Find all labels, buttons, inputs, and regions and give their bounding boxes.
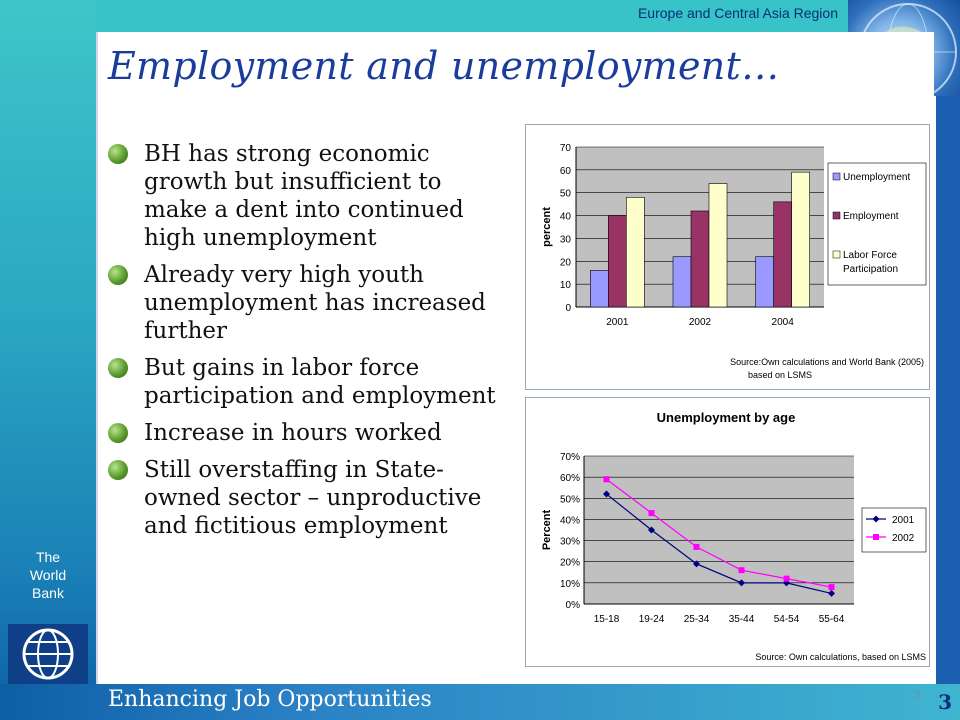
region-label: Europe and Central Asia Region: [637, 5, 838, 21]
x-tick-label: 54-54: [773, 614, 800, 625]
y-tick-label: 60: [559, 165, 571, 177]
y-axis-label: percent: [541, 207, 553, 247]
bar: [709, 184, 727, 307]
bar-chart-box: [525, 124, 930, 390]
bar: [792, 172, 810, 307]
world-bank-globe-icon: [8, 624, 88, 684]
y-tick-label: 50: [559, 188, 571, 200]
org-line-1: The: [35, 549, 61, 565]
legend-label: 2001: [892, 515, 915, 526]
bar: [608, 216, 626, 307]
page-number: 3: [938, 690, 952, 714]
y-tick-label: 30: [559, 234, 571, 246]
bar: [673, 257, 691, 307]
y-tick-label: 30%: [559, 536, 580, 548]
right-decor-strip: [936, 96, 960, 686]
y-tick-label: 0%: [565, 600, 580, 611]
bullet-text: Still overstaffing in State-owned sector – unproductive and fictitious employment: [144, 457, 482, 539]
chart-title: Unemployment by age: [656, 410, 796, 425]
legend-label: Unemployment: [843, 172, 911, 183]
bar: [626, 197, 644, 307]
legend-marker: [873, 534, 879, 540]
bullet-item: [108, 354, 508, 410]
x-tick-label: 15-18: [593, 614, 620, 625]
line-chart-box: [525, 397, 930, 667]
bullet-text: BH has strong economic growth but insufficient to make a dent into continued high unemployment: [144, 141, 464, 251]
bullet-text: Already very high youth unemployment has increased further: [144, 262, 486, 344]
org-line-3: Bank: [32, 585, 64, 601]
y-tick-label: 50%: [559, 494, 580, 506]
y-tick-label: 60%: [559, 473, 580, 485]
y-tick-label: 70%: [559, 452, 580, 463]
x-tick-label: 2002: [688, 317, 712, 328]
y-tick-label: 40: [559, 211, 571, 223]
source-note: Source:Own calculations and World Bank (2005): [730, 357, 924, 367]
data-point: [829, 584, 835, 590]
y-tick-label: 10: [559, 280, 571, 292]
bullet-icon: [108, 460, 128, 480]
legend-swatch: [833, 173, 840, 180]
bar: [756, 257, 774, 307]
y-tick-label: 40%: [559, 515, 580, 527]
org-line-2: World: [29, 567, 67, 583]
footer-title: Enhancing Job Opportunities: [108, 687, 432, 712]
bar-chart: [526, 125, 931, 391]
bullet-icon: [108, 144, 128, 164]
y-tick-label: 10%: [559, 578, 580, 590]
legend-label: Labor Force: [843, 250, 897, 261]
bullet-list: [108, 140, 508, 549]
source-note: Source: Own calculations, based on LSMS: [755, 652, 926, 662]
bullet-icon: [108, 265, 128, 285]
bar: [590, 270, 608, 307]
bullet-icon: [108, 423, 128, 443]
plot-area: [584, 456, 854, 604]
bullet-item: [108, 261, 508, 345]
data-point: [604, 476, 610, 482]
legend-label: Participation: [843, 264, 899, 275]
y-tick-label: 20%: [559, 557, 580, 569]
bullet-item: [108, 456, 508, 540]
bullet-item: [108, 140, 508, 252]
world-bank-label: [0, 548, 96, 602]
x-tick-label: 2001: [606, 317, 629, 328]
x-tick-label: 2004: [771, 317, 794, 328]
bullet-icon: [108, 358, 128, 378]
line-chart: [526, 398, 931, 668]
left-decor-bar: [0, 0, 96, 720]
data-point: [739, 567, 745, 573]
data-point: [649, 510, 655, 516]
x-tick-label: 55-64: [818, 614, 845, 625]
legend-label: 2002: [892, 533, 915, 544]
x-tick-label: 19-24: [638, 614, 665, 625]
y-tick-label: 0: [565, 303, 571, 314]
data-point: [784, 576, 790, 582]
top-decor-bar: [96, 0, 848, 32]
x-tick-label: 25-34: [683, 614, 710, 625]
bullet-item: [108, 419, 508, 447]
y-axis-label: Percent: [541, 509, 553, 551]
bullet-text: But gains in labor force participation and employment: [144, 355, 496, 409]
source-note: based on LSMS: [747, 370, 813, 380]
y-tick-label: 70: [559, 143, 571, 154]
x-tick-label: 35-44: [728, 614, 755, 625]
slide-title: Employment and unemployment…: [108, 44, 780, 88]
legend-swatch: [833, 251, 840, 258]
data-point: [694, 544, 700, 550]
bullet-text: Increase in hours worked: [144, 420, 442, 446]
slide-number-small: 3: [913, 688, 921, 702]
legend-swatch: [833, 212, 840, 219]
bar: [691, 211, 709, 307]
world-bank-logo: [8, 624, 88, 684]
y-tick-label: 20: [559, 257, 571, 269]
bar: [774, 202, 792, 307]
legend-label: Employment: [843, 211, 899, 222]
